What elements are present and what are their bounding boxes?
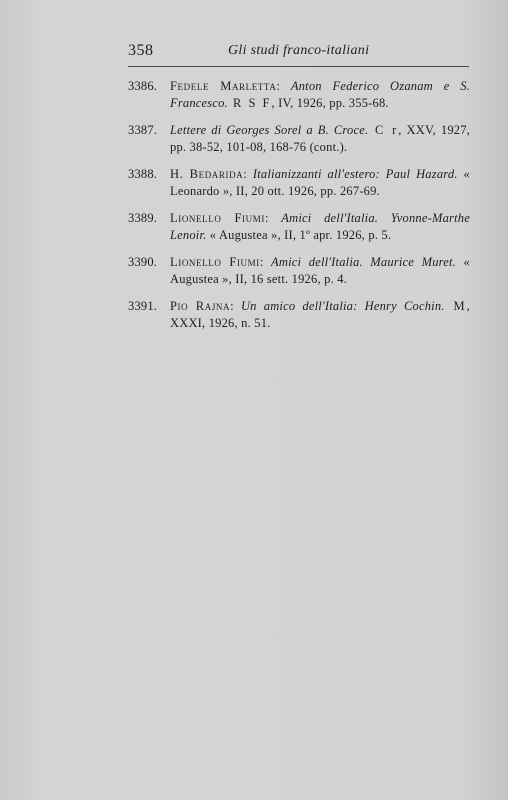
- entry-separator: :: [264, 211, 282, 225]
- entry-body: [170, 166, 470, 200]
- entry-number: 3391.: [128, 299, 158, 313]
- entry-details: « Leonardo », II, 20 ott. 1926, pp. 267-69.: [170, 167, 471, 198]
- page-header: [128, 42, 468, 64]
- entry-body: [170, 254, 470, 288]
- entry-details: « Augustea », II, 16 sett. 1926, p. 4.: [170, 255, 471, 286]
- entry-author: Lionello Fiumi: [170, 211, 265, 225]
- entry-separator: :: [243, 167, 253, 181]
- entry-separator: :: [230, 299, 241, 313]
- entry-author: Pio Rajna: [170, 299, 231, 313]
- entry-title: Un amico dell'Italia: Henry Cochin.: [240, 299, 445, 313]
- bibliography-list: [128, 78, 470, 342]
- entry-title: Anton Federico Ozanam e S. Francesco.: [170, 79, 471, 110]
- entry-details: , XXV, 1927, pp. 38-52, 101-08, 168-76 (cont.).: [170, 123, 470, 154]
- bibliography-entry: [128, 78, 470, 112]
- entry-body: [170, 122, 470, 156]
- entry-details: « Augustea », II, 1º apr. 1926, p. 5.: [206, 228, 392, 242]
- entry-journal: C r: [368, 123, 399, 137]
- header-rule: [128, 66, 469, 67]
- entry-body: [170, 78, 470, 112]
- entry-details: , IV, 1926, pp. 355-68.: [271, 96, 389, 110]
- entry-number: 3388.: [128, 167, 158, 181]
- bibliography-entry: [128, 122, 470, 156]
- entry-separator: :: [259, 255, 272, 269]
- entry-number: 3386.: [128, 79, 158, 93]
- bibliography-entry: [128, 298, 470, 332]
- entry-separator: :: [276, 79, 291, 93]
- entry-body: [170, 298, 470, 332]
- running-title: Gli studi franco-italiani: [228, 43, 370, 58]
- entry-journal: R S F: [227, 96, 272, 110]
- entry-number: 3390.: [128, 255, 158, 269]
- entry-journal: M: [444, 299, 467, 313]
- bibliography-entry: [128, 254, 470, 288]
- entry-author: H. Bedarida: [170, 167, 244, 181]
- bibliography-entry: [128, 166, 470, 200]
- page-number: 358: [128, 42, 154, 59]
- bibliography-entry: [128, 210, 470, 244]
- entry-details: , XXXI, 1926, n. 51.: [170, 299, 470, 330]
- entry-body: [170, 210, 470, 244]
- entry-author: Lionello Fiumi: [170, 255, 260, 269]
- entry-title: Amici dell'Italia. Maurice Muret.: [271, 255, 457, 269]
- entry-title: Italianizzanti all'estero: Paul Hazard.: [252, 167, 458, 181]
- entry-number: 3387.: [128, 123, 158, 137]
- entry-title: Lettere di Georges Sorel a B. Croce.: [170, 123, 369, 137]
- entry-number: 3389.: [128, 211, 158, 225]
- entry-title: Amici dell'Italia. Yvonne-Marthe Lenoir.: [170, 211, 470, 242]
- entry-author: Fedele Marletta: [170, 79, 277, 93]
